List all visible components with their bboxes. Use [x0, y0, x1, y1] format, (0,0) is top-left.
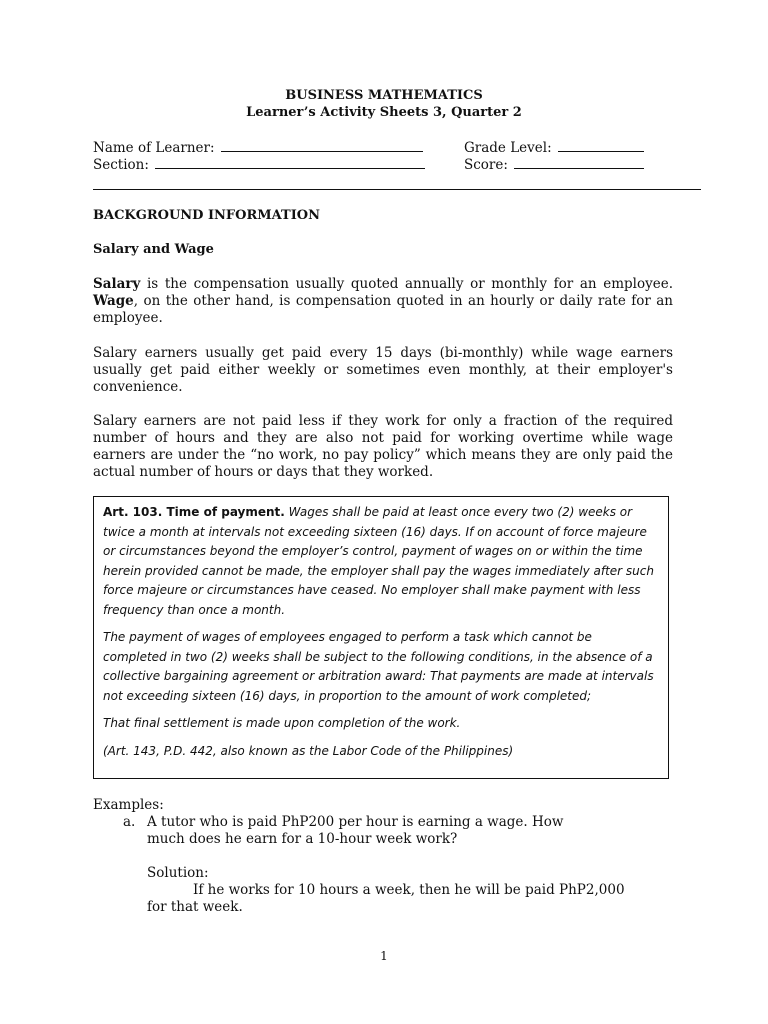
name-field [93, 139, 423, 156]
paragraph-text: , on the other hand, is compensation quoted in an hourly or daily rate for an employee. [93, 293, 673, 326]
solution-label: Solution: [147, 865, 209, 881]
term-salary: Salary [93, 276, 141, 292]
section-heading: BACKGROUND INFORMATION [93, 208, 321, 223]
page-number: 1 [380, 949, 388, 963]
article-paragraph-1 [103, 503, 659, 620]
section-label: Section: [93, 157, 149, 173]
example-a-question-line1: A tutor who is paid PhP200 per hour is earning a wage. How [147, 814, 564, 830]
term-wage: Wage [93, 293, 134, 309]
section-blank [155, 156, 425, 169]
paragraph-pay-frequency: Salary earners usually get paid every 15 days (bi-monthly) while wage earners usually get paid either weekly or sometimes even monthly, at their employer's convenience. [93, 345, 673, 395]
grade-field [464, 139, 644, 156]
article-box [93, 496, 669, 779]
document-title: BUSINESS MATHEMATICS [285, 88, 483, 103]
solution-line1: If he works for 10 hours a week, then he will be paid PhP2,000 [193, 882, 625, 898]
divider [93, 189, 701, 190]
name-label: Name of Learner: [93, 140, 215, 156]
example-a-marker: a. [123, 814, 136, 830]
name-blank [221, 139, 423, 152]
sub-heading: Salary and Wage [93, 242, 214, 257]
article-lead: Art. 103. Time of payment. [103, 505, 285, 519]
document-subtitle: Learner’s Activity Sheets 3, Quarter 2 [246, 105, 522, 120]
section-field [93, 156, 425, 173]
solution-line2: for that week. [147, 899, 243, 915]
grade-label: Grade Level: [464, 140, 552, 156]
article-paragraph-3: That final settlement is made upon completion of the work. [103, 716, 461, 730]
example-a-question-line2: much does he earn for a 10-hour week work? [147, 831, 458, 847]
score-blank [514, 156, 644, 169]
paragraph-text: is the compensation usually quoted annually or monthly for an employee. [140, 276, 673, 292]
paragraph-no-work-no-pay: Salary earners are not paid less if they work for only a fraction of the required number of hours and they are also not paid for working overtime while wage earners are under the “no work, no pay policy” which means they are only paid the actual number of hours or days that they worked. [93, 413, 673, 480]
article-text: Wages shall be paid at least once every two (2) weeks or twice a month at intervals not exceeding sixteen (16) days. If on account of force majeure or circumstances beyond the employer’s control, payment of wages on or within the time herein provided cannot be made, the employer shall pay the wages immediately after such force majeure or circumstances have ceased. No employer shall make payment with less frequency than once a month. [103, 505, 654, 617]
examples-label: Examples: [93, 797, 164, 813]
paragraph-salary-wage [93, 276, 673, 327]
grade-blank [558, 139, 644, 152]
article-paragraph-2: The payment of wages of employees engaged to perform a task which cannot be completed in two (2) weeks shall be subject to the following conditions, in the absence of a collective bargaining agreement or arbitration award: That payments are made at intervals not exceeding sixteen (16) days, in proportion to the amount of work completed; [103, 630, 654, 703]
article-citation: (Art. 143, P.D. 442, also known as the Labor Code of the Philippines) [103, 743, 514, 758]
score-label: Score: [464, 157, 508, 173]
score-field [464, 156, 644, 173]
